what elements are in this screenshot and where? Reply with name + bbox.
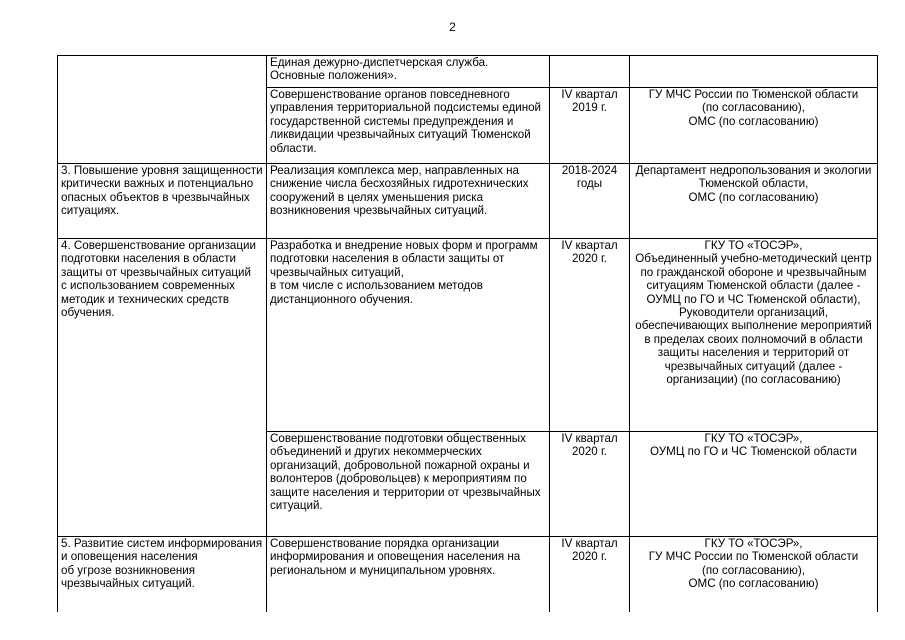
activity-cell: Единая дежурно-диспетчерская служба. Основные положения». (267, 56, 550, 88)
task-cell (58, 56, 267, 164)
term-cell: IV квартал 2020 г. (550, 537, 630, 612)
term-cell (550, 56, 630, 88)
task-cell: 3. Повышение уровня защищенности критически важных и потенциально опасных объектов в чрезвычайных ситуациях. (58, 164, 267, 239)
page-number: 2 (449, 20, 456, 34)
activity-cell: Реализация комплекса мер, направленных на снижение числа бесхозяйных гидротехнических сооружений в целях уменьшения риска возникновения чрезвычайных ситуаций. (267, 164, 550, 239)
executor-cell: ГУ МЧС России по Тюменской области (по согласованию), ОМС (по согласованию) (630, 88, 878, 164)
task-cell: 5. Развитие систем информирования и оповещения населения об угрозе возникновения чрезвычайных ситуаций. (58, 537, 267, 612)
executor-cell (630, 56, 878, 88)
term-cell: IV квартал 2019 г. (550, 88, 630, 164)
term-cell: 2018-2024 годы (550, 164, 630, 239)
activity-cell: Совершенствование органов повседневного управления территориальной подсистемы единой государственной системы предупреждения и ликвидации чрезвычайных ситуаций Тюменской области. (267, 88, 550, 164)
term-cell: IV квартал 2020 г. (550, 239, 630, 432)
table-row (58, 537, 878, 612)
executor-cell: ГКУ ТО «ТОСЭР», ГУ МЧС России по Тюменской области (по согласованию), ОМС (по согласованию) (630, 537, 878, 612)
task-cell: 4. Совершенствование организации подготовки населения в области защиты от чрезвычайных ситуаций с использованием современных методик и технических средств обучения. (58, 239, 267, 537)
executor-cell: ГКУ ТО «ТОСЭР», Объединенный учебно-методический центр по гражданской обороне и чрезвычайным ситуациям Тюменской области (далее - ОУМЦ по ГО и ЧС Тюменской области), Руководители организаций, обеспечивающих выполнение мероприятий в пределах своих полномочий в области защиты населения и территорий от чрезвычайных ситуаций (далее - организации) (по согласованию) (630, 239, 878, 432)
activity-cell: Совершенствование подготовки общественных объединений и других некоммерческих организаций, добровольной пожарной охраны и волонтеров (добровольцев) к мероприятиям по защите населения и территории от чрезвычайных ситуаций. (267, 432, 550, 537)
term-cell: IV квартал 2020 г. (550, 432, 630, 537)
measures-table (57, 55, 878, 612)
table-row (58, 56, 878, 88)
executor-cell: Департамент недропользования и экологии Тюменской области, ОМС (по согласованию) (630, 164, 878, 239)
table-row (58, 239, 878, 432)
table-row (58, 164, 878, 239)
activity-cell: Совершенствование порядка организации информирования и оповещения населения на региональном и муниципальном уровнях. (267, 537, 550, 612)
executor-cell: ГКУ ТО «ТОСЭР», ОУМЦ по ГО и ЧС Тюменской области (630, 432, 878, 537)
activity-cell: Разработка и внедрение новых форм и программ подготовки населения в области защиты от чрезвычайных ситуаций, в том числе с использованием методов дистанционного обучения. (267, 239, 550, 432)
